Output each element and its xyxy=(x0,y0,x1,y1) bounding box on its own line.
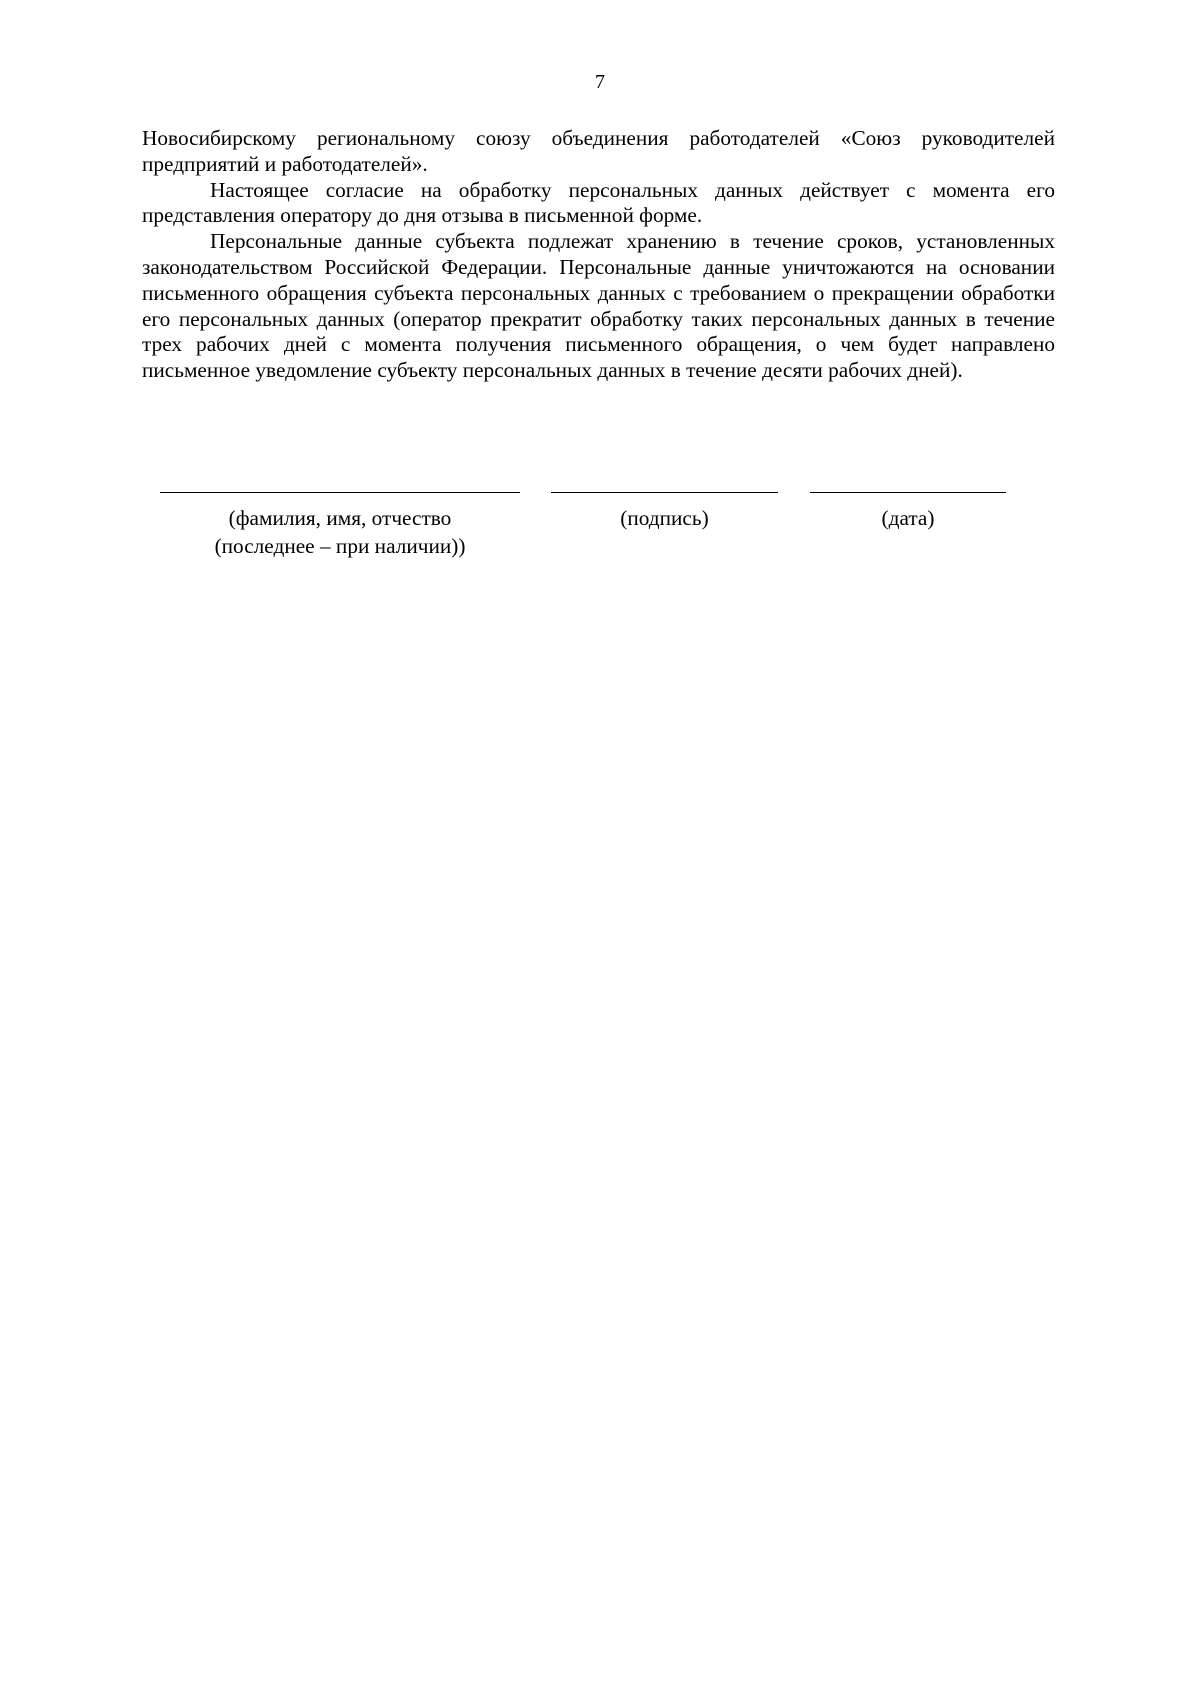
paragraph-continuation: Новосибирскому региональному союзу объединения работодателей «Союз руководителей предприятий и работодателей». xyxy=(142,126,1055,176)
name-caption xyxy=(160,504,520,560)
name-caption-line-2: (последнее – при наличии)) xyxy=(214,534,466,558)
body-text xyxy=(142,126,1055,384)
paragraph-data-storage: Персональные данные субъекта подлежат хранению в течение сроков, установленных законодательством Российской Федерации. Персональные данные уничтожаются на основании письменного обращения субъекта персональных данных с требованием о прекращении обработки его персональных данных (оператор прекратит обработку таких персональных данных в течение трех рабочих дней с момента получения письменного обращения, о чем будет направлено письменное уведомление субъекту персональных данных в течение десяти рабочих дней). xyxy=(142,229,1055,383)
page-number: 7 xyxy=(595,71,605,93)
name-caption-line-1: (фамилия, имя, отчество xyxy=(228,506,452,530)
date-caption xyxy=(810,504,1006,532)
date-caption-text: (дата) xyxy=(881,506,935,530)
date-line xyxy=(810,492,1006,493)
signature-caption-text: (подпись) xyxy=(620,506,709,530)
signature-caption xyxy=(551,504,778,532)
signature-line xyxy=(551,492,778,493)
name-signature-line xyxy=(160,492,520,493)
paragraph-consent-validity: Настоящее согласие на обработку персональных данных действует с момента его представления оператору до дня отзыва в письменной форме. xyxy=(142,177,1055,228)
